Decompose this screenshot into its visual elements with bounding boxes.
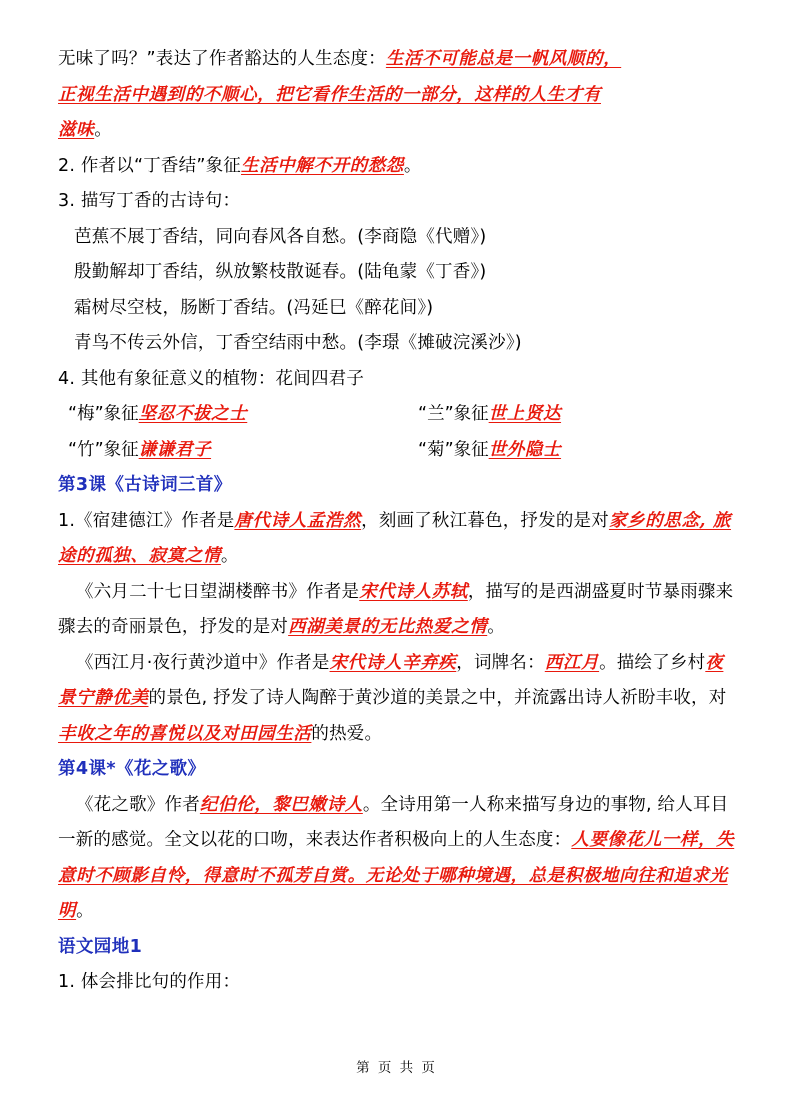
page-footer: 第 页 共 页 (356, 1060, 437, 1076)
symbol-row (58, 397, 735, 433)
text-run: “竹”象征 (68, 439, 139, 460)
text-run: 的热爱。 (311, 723, 383, 744)
text-run-highlight: 滋味 (58, 120, 95, 140)
paragraph-lesson3-3 (58, 646, 735, 753)
text-run-highlight: 人要像花儿一样，失意时不顾影自怜，得意时不孤芳自赏。无论处于哪种境遇，总是积极地向往和追求光明 (58, 830, 735, 921)
text-run-highlight: 辛弃疾 (401, 652, 457, 673)
text-run: ，描写的是西湖盛夏时节暴雨骤来骤去的奇丽景色，抒发的是对 (58, 581, 734, 637)
text-run: 《西江月·夜行黄沙道中》作者是 (76, 652, 330, 673)
text-run: 1.《宿建德江》作者是 (58, 510, 235, 531)
text-run-highlight: 宋代诗人 (359, 581, 432, 602)
text-run-highlight: 西湖美景的无比热爱之情 (288, 617, 488, 637)
text-run: 。 (94, 120, 112, 140)
text-run: 的景色, 抒发了诗人陶醉于黄沙道的美景之中，并流露出诗人祈盼丰收，对 (148, 688, 727, 708)
text-run: ，词牌名： (456, 652, 545, 673)
text-run: 芭蕉不展丁香结，同向春风各自愁。(李商隐《代赠》) (74, 226, 487, 247)
text-run-highlight: 家乡的思念, 旅途的孤独、寂寞之情 (58, 510, 731, 566)
text-run-highlight: 夜景宁静优美 (58, 652, 724, 708)
text-run: 。 (487, 617, 505, 637)
paragraph-line (58, 78, 735, 114)
text-run: 无味了吗？”表达了作者豁达的人生态度： (58, 49, 386, 69)
paragraph-unit-1 (58, 965, 735, 1001)
symbol-row (58, 433, 735, 469)
text-run: 《花之歌》作者 (76, 794, 200, 815)
poem-line (58, 220, 735, 256)
text-run-highlight: 生活中解不开的愁怨 (241, 155, 404, 176)
text-run: “兰”象征 (418, 404, 489, 424)
text-run-highlight: 丰收之年的喜悦以及对田园生活 (58, 723, 312, 744)
text-run: 。 (220, 546, 239, 566)
poem-line (58, 255, 735, 291)
text-run: 。 (403, 155, 422, 176)
section-heading-unit: 语文园地1 (58, 936, 143, 957)
symbol-cell-left (58, 433, 418, 469)
text-run: 。 (76, 901, 94, 921)
text-run-highlight: 坚忍不拔之士 (138, 404, 248, 424)
paragraph-lesson3-2 (58, 575, 735, 646)
text-run: “梅”象征 (68, 404, 139, 424)
symbol-cell-right (418, 397, 735, 433)
text-run: 4. 其他有象征意义的植物：花间四君子 (58, 368, 365, 389)
text-run: 青鸟不传云外信，丁香空结雨中愁。(李璟《摊破浣溪沙》) (74, 333, 522, 353)
text-run-highlight: 世上贤达 (488, 404, 562, 424)
paragraph-line (58, 42, 735, 78)
paragraph-lesson3-1 (58, 504, 735, 575)
text-run: ，刻画了秋江暮色，抒发的是对 (361, 510, 609, 531)
text-run: 2. 作者以“丁香结”象征 (58, 155, 241, 176)
text-run-highlight: 唐代诗人 (234, 510, 307, 531)
text-run: 3. 描写丁香的古诗句： (58, 191, 241, 211)
text-run-highlight: 宋代诗人 (329, 652, 402, 673)
paragraph-line (58, 113, 735, 149)
text-run-highlight: 谦谦君子 (138, 439, 212, 460)
section-heading-lesson3: 第3课《古诗词三首》 (58, 475, 232, 495)
text-run: 。描绘了乡村 (599, 652, 706, 673)
text-run: 《六月二十七日望湖楼醉书》作者是 (76, 581, 360, 602)
text-run: 1. 体会排比句的作用： (58, 972, 241, 992)
section-heading-lesson4: 第4课*《花之歌》 (58, 759, 206, 779)
text-run: “菊”象征 (418, 439, 489, 460)
paragraph-lesson4-1 (58, 788, 735, 930)
poem-line (58, 291, 735, 327)
paragraph-line (58, 362, 735, 398)
symbol-cell-left (58, 397, 418, 433)
text-run-highlight: 生活不可能总是一帆风顺的， (385, 49, 622, 69)
paragraph-line (58, 184, 735, 220)
text-run: 。全诗用第一人称来描写身边的事物, 给人耳目一新的感觉。全文以花的口吻，来表达作者积极向上的人生态度： (58, 794, 729, 850)
paragraph-line (58, 149, 735, 185)
text-run-highlight: 纪伯伦，黎巴嫩诗人 (199, 794, 363, 815)
text-run-highlight: 西江月 (544, 652, 600, 673)
symbol-cell-right (418, 433, 735, 469)
text-run: 殷勤解却丁香结，纵放繁枝散诞春。(陆龟蒙《丁香》) (74, 262, 487, 282)
text-run-highlight: 苏轼 (431, 581, 468, 602)
text-run-highlight: 正视生活中遇到的不顺心，把它看作生活的一部分，这样的人生才有 (58, 84, 601, 105)
text-run-highlight: 孟浩然 (306, 510, 362, 531)
text-run: 霜树尽空枝，肠断丁香结。(冯延巳《醉花间》) (74, 297, 434, 318)
poem-line (58, 326, 735, 362)
text-run-highlight: 世外隐士 (488, 439, 562, 460)
